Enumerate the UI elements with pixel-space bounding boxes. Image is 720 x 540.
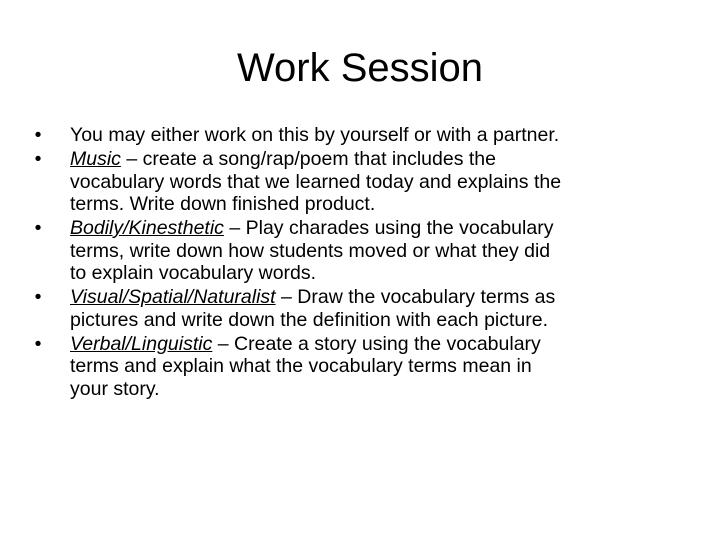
bullet-item-verbal-linguistic [24,333,704,401]
bullet-item-bodily-kinesthetic [24,217,704,285]
bullet-text-line: terms, write down how students moved or what they did [70,239,551,262]
bullet-text-line: – Create a story using the vocabulary [212,332,541,355]
bullet-text-line: vocabulary words that we learned today and explains the [70,170,562,193]
bullet-text-line: You may either work on this by yourself or with a partner. [70,124,560,146]
bullet-item-visual-spatial-naturalist [24,286,704,331]
bullet-item-music [24,148,704,216]
bullet-text-line: terms. Write down finished product. [70,193,376,215]
bullet-text-line: to explain vocabulary words. [70,262,317,284]
bullet-dot-icon: • [34,217,42,239]
bullet-dot-icon: • [34,286,42,308]
bullet-text-line: – Draw the vocabulary terms as [275,286,556,308]
bullet-label: Music [70,148,121,170]
slide-title: Work Session [236,46,483,90]
bullet-label: Bodily/Kinesthetic [70,217,224,239]
bullet-text-line: – Play charades using the vocabulary [223,217,554,239]
bullet-text-line: your story. [70,377,160,400]
bullet-label: Verbal/Linguistic [70,332,213,355]
bullet-item-partner [24,124,704,147]
bullet-dot-icon: • [34,148,42,170]
bullet-text-line: pictures and write down the definition with each picture. [70,308,549,331]
bullet-text-line: terms and explain what the vocabulary terms mean in [70,355,532,377]
bullet-list [24,124,704,402]
bullet-first-line [70,286,704,309]
bullet-first-line [70,148,704,171]
bullet-label: Visual/Spatial/Naturalist [70,286,276,308]
bullet-dot-icon: • [34,332,42,355]
bullet-text-line: – create a song/rap/poem that includes the [120,148,496,170]
bullet-first-line [70,217,704,240]
bullet-first-line [70,333,704,356]
bullet-dot-icon: • [34,124,42,146]
